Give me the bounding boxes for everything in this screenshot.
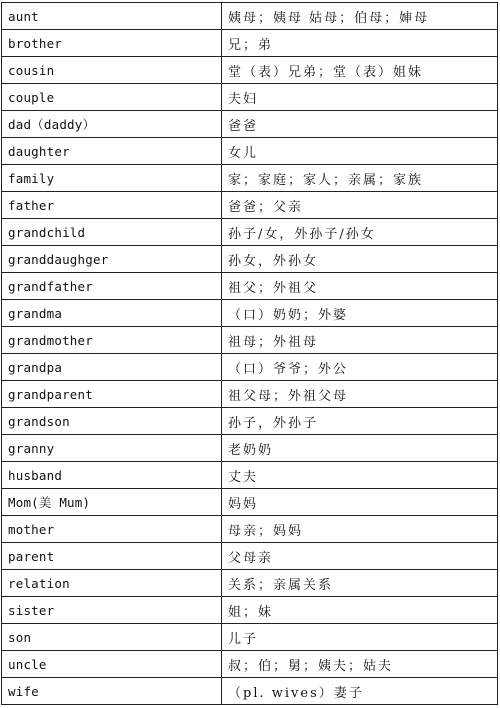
chinese-meaning-cell: 兄；弟	[222, 30, 498, 57]
table-row	[2, 300, 498, 327]
vocabulary-table	[1, 2, 498, 705]
english-word-cell: grandson	[2, 408, 222, 435]
chinese-meaning-cell: （口）爷爷；外公	[222, 354, 498, 381]
table-row	[2, 192, 498, 219]
english-word-cell: parent	[2, 543, 222, 570]
english-word-cell: sister	[2, 597, 222, 624]
chinese-meaning-cell: 叔；伯；舅；姨夫；姑夫	[222, 651, 498, 678]
english-word-cell: uncle	[2, 651, 222, 678]
english-word-cell: dad（daddy）	[2, 111, 222, 138]
vocabulary-table-body	[2, 3, 498, 705]
english-word-cell: brother	[2, 30, 222, 57]
table-row	[2, 57, 498, 84]
chinese-meaning-cell: 孙女，外孙女	[222, 246, 498, 273]
chinese-meaning-cell: 堂（表）兄弟；堂（表）姐妹	[222, 57, 498, 84]
chinese-meaning-cell: （pl. wives）妻子	[222, 678, 498, 705]
english-word-cell: granddaughger	[2, 246, 222, 273]
table-row	[2, 624, 498, 651]
english-word-cell: grandpa	[2, 354, 222, 381]
chinese-meaning-cell: 祖父母；外祖父母	[222, 381, 498, 408]
chinese-meaning-cell: 妈妈	[222, 489, 498, 516]
chinese-meaning-cell: 姨母；姨母 姑母；伯母；婶母	[222, 3, 498, 30]
english-word-cell: grandfather	[2, 273, 222, 300]
table-row	[2, 84, 498, 111]
table-row	[2, 30, 498, 57]
table-row	[2, 408, 498, 435]
table-row	[2, 597, 498, 624]
table-row	[2, 246, 498, 273]
english-word-cell: aunt	[2, 3, 222, 30]
table-row	[2, 570, 498, 597]
english-word-cell: son	[2, 624, 222, 651]
english-word-cell: grandchild	[2, 219, 222, 246]
english-word-cell: husband	[2, 462, 222, 489]
chinese-meaning-cell: 孙子，外孙子	[222, 408, 498, 435]
table-row	[2, 165, 498, 192]
english-word-cell: wife	[2, 678, 222, 705]
table-row	[2, 462, 498, 489]
table-row	[2, 489, 498, 516]
english-word-cell: grandparent	[2, 381, 222, 408]
chinese-meaning-cell: 夫妇	[222, 84, 498, 111]
english-word-cell: Mom(美 Mum)	[2, 489, 222, 516]
chinese-meaning-cell: 女儿	[222, 138, 498, 165]
chinese-meaning-cell: 爸爸；父亲	[222, 192, 498, 219]
english-word-cell: relation	[2, 570, 222, 597]
table-row	[2, 354, 498, 381]
chinese-meaning-cell: （口）奶奶；外婆	[222, 300, 498, 327]
english-word-cell: cousin	[2, 57, 222, 84]
table-row	[2, 678, 498, 705]
table-row	[2, 138, 498, 165]
chinese-meaning-cell: 祖父；外祖父	[222, 273, 498, 300]
english-word-cell: granny	[2, 435, 222, 462]
table-row	[2, 435, 498, 462]
english-word-cell: daughter	[2, 138, 222, 165]
table-row	[2, 111, 498, 138]
table-row	[2, 273, 498, 300]
chinese-meaning-cell: 爸爸	[222, 111, 498, 138]
table-row	[2, 516, 498, 543]
table-row	[2, 219, 498, 246]
english-word-cell: family	[2, 165, 222, 192]
english-word-cell: couple	[2, 84, 222, 111]
table-row	[2, 543, 498, 570]
table-row	[2, 651, 498, 678]
chinese-meaning-cell: 姐；妹	[222, 597, 498, 624]
chinese-meaning-cell: 老奶奶	[222, 435, 498, 462]
chinese-meaning-cell: 关系；亲属关系	[222, 570, 498, 597]
chinese-meaning-cell: 父母亲	[222, 543, 498, 570]
english-word-cell: grandma	[2, 300, 222, 327]
english-word-cell: grandmother	[2, 327, 222, 354]
chinese-meaning-cell: 孙子/女，外孙子/孙女	[222, 219, 498, 246]
chinese-meaning-cell: 家；家庭；家人；亲属；家族	[222, 165, 498, 192]
chinese-meaning-cell: 母亲；妈妈	[222, 516, 498, 543]
chinese-meaning-cell: 祖母；外祖母	[222, 327, 498, 354]
chinese-meaning-cell: 儿子	[222, 624, 498, 651]
table-row	[2, 381, 498, 408]
chinese-meaning-cell: 丈夫	[222, 462, 498, 489]
table-row	[2, 327, 498, 354]
english-word-cell: mother	[2, 516, 222, 543]
table-row	[2, 3, 498, 30]
english-word-cell: father	[2, 192, 222, 219]
